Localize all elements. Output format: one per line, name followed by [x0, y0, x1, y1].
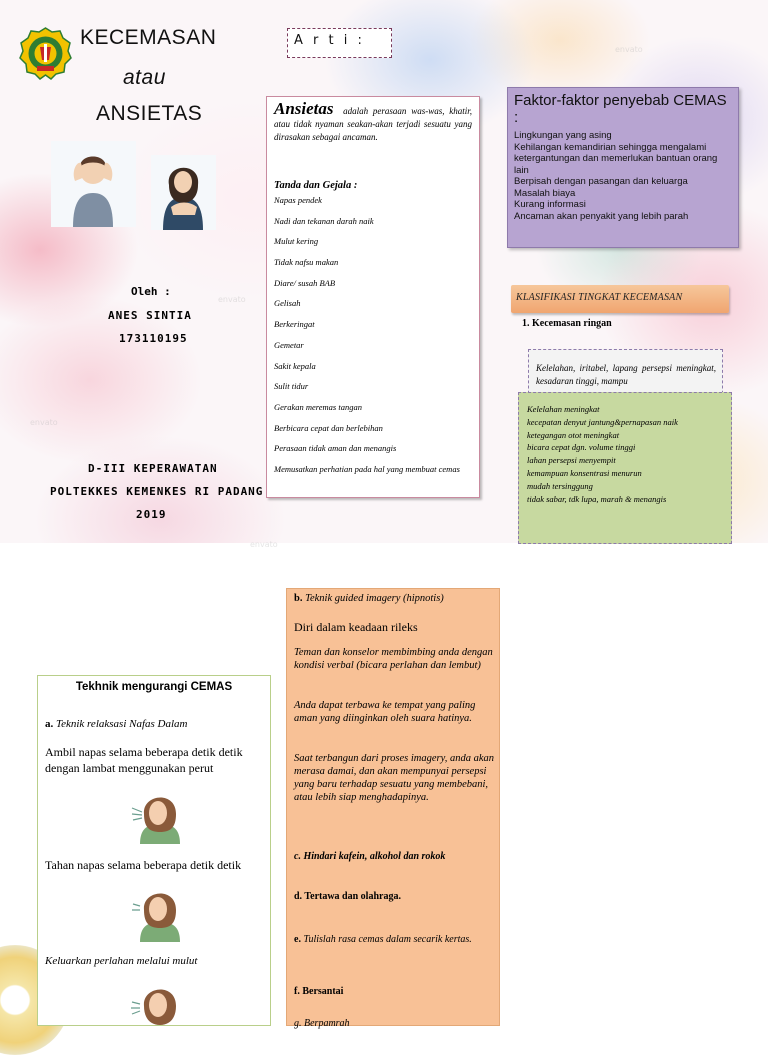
faktor-item: Berpisah dengan pasangan dan keluarga [514, 176, 688, 187]
teknik-a-heading [45, 718, 188, 730]
sedang-item: mudah tersinggung [527, 480, 593, 491]
sign-item: Berkeringat [274, 319, 315, 330]
teknik-g: g. Berpamrah [294, 1018, 350, 1029]
teknik-step3: Keluarkan perlahan melalui mulut [45, 955, 198, 967]
sign-item: Gelisah [274, 298, 301, 309]
author-oleh: Oleh : [131, 285, 171, 298]
signs-title: Tanda dan Gejala : [274, 180, 358, 191]
watermark: envato [30, 418, 58, 427]
sedang-item: tidak sabar, tdk lupa, marah & menangis [527, 493, 667, 504]
klasifikasi-banner [511, 285, 729, 313]
inhale-illustration [130, 788, 188, 844]
teknik-f: f. Bersantai [294, 986, 344, 997]
sign-item: Napas pendek [274, 195, 322, 205]
kecemasan-sedang-box [518, 392, 732, 544]
sedang-item: lahan persepsi menyempit [527, 455, 616, 466]
cover-title-kecemasan: KECEMASAN [80, 26, 217, 49]
ansietas-term: Ansietas [274, 99, 334, 118]
cover-year: 2019 [136, 508, 167, 521]
teknik-title: Tekhnik mengurangi CEMAS [75, 681, 233, 693]
sign-item: Mulut kering [274, 236, 319, 247]
anxious-woman-illustration [51, 141, 136, 227]
sedang-item: bicara cepat dgn. volume tinggi [527, 442, 636, 453]
poltekkes-logo [19, 27, 72, 80]
cover-title-atau: atau [123, 66, 166, 89]
teknik-c: c. Hindari kafein, alkohol dan rokok [294, 851, 446, 862]
stressed-woman-illustration [151, 155, 216, 230]
sedang-item: ketegangan otot meningkat [527, 429, 620, 440]
faktor-item: Ancaman akan penyakit yang lebih parah [514, 210, 689, 222]
cover-school: POLTEKKES KEMENKES RI PADANG [50, 485, 264, 498]
teknik-step1: Ambil napas selama beberapa detik detik dengan lambat menggunakan perut [45, 745, 243, 775]
arti-box [287, 28, 392, 58]
teknik-lanjutan-panel [286, 588, 500, 1029]
sign-item: Gemetar [274, 339, 304, 350]
teknik-b-title: Teknik guided imagery (hipnotis) [305, 593, 444, 604]
teknik-e [294, 933, 494, 946]
faktor-penyebab-box [507, 87, 739, 248]
kecemasan-ringan-heading: 1. Kecemasan ringan [522, 318, 612, 329]
klasifikasi-title: KLASIFIKASI TINGKAT KECEMASAN [516, 292, 683, 303]
sign-item: Perasaan tidak aman dan menangis [274, 443, 397, 454]
teknik-relaksasi-panel [37, 675, 271, 1026]
teknik-d: d. Tertawa dan olahraga. [294, 891, 401, 902]
sign-item: Nadi dan tekanan darah naik [274, 215, 374, 226]
ansietas-definition [274, 99, 473, 144]
kecemasan-ringan-text: Kelelahan, iritabel, lapang persepsi meningkat, kesadaran tinggi, mampu [536, 363, 716, 386]
faktor-item: Kurang informasi [514, 199, 586, 210]
cover-title-ansietas: ANSIETAS [96, 102, 203, 125]
teknik-b-p3: Anda dapat terbawa ke tempat yang paling aman yang diinginkan oleh suara hatinya. [294, 700, 476, 724]
teknik-step2: Tahan napas selama beberapa detik detik [45, 858, 242, 872]
sign-item: Tidak nafsu makan [274, 257, 339, 268]
teknik-a-label: a. [45, 718, 54, 730]
faktor-item: Kehilangan kemandirian sehingga mengalami ketergantungan dan memerlukan bantuan orang lain [514, 141, 718, 176]
teknik-e-text: Tulislah rasa cemas dalam secarik kertas. [303, 934, 472, 945]
kecemasan-sedang-list [527, 403, 727, 505]
sign-item: Gerakan meremas tangan [274, 401, 362, 412]
watermark: envato [250, 540, 278, 549]
sign-item: Diare/ susah BAB [274, 277, 336, 288]
teknik-b-label: b. [294, 593, 303, 604]
exhale-illustration [130, 978, 188, 1025]
watermark: envato [218, 295, 246, 304]
teknik-b-p1: Diri dalam keadaan rileks [294, 620, 418, 634]
signs-list [274, 195, 472, 485]
hold-breath-illustration [130, 882, 188, 942]
faktor-list [514, 130, 732, 222]
faktor-item: Lingkungan yang asing [514, 130, 612, 141]
teknik-b-heading [294, 593, 494, 604]
sign-item: Berbicara cepat dan berlebihan [274, 422, 383, 433]
sedang-item: kemampuan konsentrasi menurun [527, 467, 642, 478]
ansietas-definition-text: adalah perasaan was-was, khatir, atau tidak nyaman seakan-akan terjadi sesuatu yang dirasakan sebagai ancaman. [274, 106, 473, 142]
cover-program: D-III KEPERAWATAN [88, 462, 218, 475]
sign-item: Sulit tidur [274, 381, 309, 392]
arti-label: A r t i : [294, 33, 365, 48]
watermark: envato [615, 45, 643, 54]
ansietas-definition-box [266, 96, 480, 498]
teknik-a-title: Teknik relaksasi Nafas Dalam [56, 718, 188, 730]
faktor-title: Faktor-faktor penyebab CEMAS : [514, 92, 727, 126]
teknik-b-p4: Saat terbangun dari proses imagery, anda akan merasa damai, dan akan mempunyai persepsi yang baru terhadap sesuatu yang membebani, atau lebih siap menghadapinya. [294, 753, 494, 803]
faktor-item: Masalah biaya [514, 187, 576, 199]
teknik-e-label: e. [294, 934, 301, 945]
sedang-item: Kelelahan meningkat [527, 404, 600, 414]
sign-item: Memusatkan perhatian pada hal yang membuat cemas [274, 463, 460, 474]
sedang-item: kecepatan denyut jantung&pernapasan naik [527, 416, 678, 427]
author-nim: 173110195 [119, 332, 188, 345]
author-name: ANES SINTIA [108, 309, 192, 322]
teknik-b-p2: Teman dan konselor membimbing anda dengan kondisi verbal (bicara perlahan dan lembut) [294, 647, 493, 671]
sign-item: Sakit kepala [274, 360, 316, 371]
